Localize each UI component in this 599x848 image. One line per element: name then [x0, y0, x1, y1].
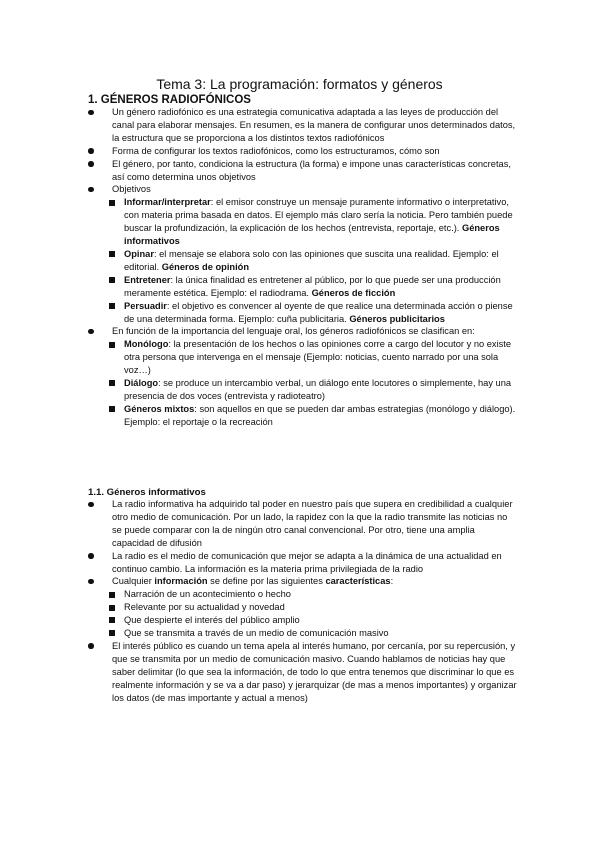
sub-list-item: [88, 248, 518, 274]
sub-item-text: : son aquellos en que se pueden dar ambas estrategias (monólogo y diálogo). Ejemplo: el reportaje o la recreación: [124, 403, 516, 427]
bold-term: características: [325, 576, 391, 587]
sub-list-item: [88, 377, 518, 403]
square-bullet-icon: [109, 406, 115, 412]
sub-list-item: [88, 627, 518, 640]
term: Diálogo: [124, 378, 159, 389]
sub-list-item: [88, 403, 518, 429]
square-bullet-icon: [109, 342, 115, 348]
sub-item-text: : el objetivo es convencer al oyente de que realice una determinada acción o piense de una determinada forma. Ejemplo: cuña publicitaria.: [124, 300, 513, 324]
term: Informar/interpretar: [124, 197, 211, 208]
section-heading-generos-informativos: 1.1. Géneros informativos: [88, 487, 206, 498]
paragraph-text: La radio es el medio de comunicación que mejor se adapta a la dinámica de una actualidad en continuo cambio. La información es la materia prima privilegiada de la radio: [112, 550, 502, 574]
genre-label: Géneros de ficción: [311, 287, 396, 298]
sub-item-text: Narración de un acontecimiento o hecho: [124, 589, 291, 600]
bullet-icon: [88, 110, 94, 116]
list-item: [88, 325, 518, 338]
paragraph-text: El género, por tanto, condiciona la estructura (la forma) e impone unas características concretas, así como determina unos objetivos: [112, 158, 511, 182]
bullet-icon: [88, 329, 94, 335]
genre-label: Géneros publicitarios: [349, 313, 445, 324]
sub-item-text: : la única finalidad es entretener al público, por lo que puede ser una producción meramente estética. Ejemplo: el radiodrama.: [124, 274, 501, 298]
term: Entretener: [124, 274, 171, 285]
text-segment: se define por las siguientes: [207, 576, 326, 587]
list-item: [88, 498, 518, 550]
bold-term: información: [154, 576, 208, 587]
square-bullet-icon: [109, 251, 115, 257]
genre-label: Géneros de opinión: [161, 261, 250, 272]
text-segment: Cualquier: [112, 576, 155, 587]
sub-item-text: Que se transmita a través de un medio de comunicación masivo: [124, 628, 389, 639]
paragraph-text: Forma de configurar los textos radiofónicos, como los estructuramos, cómo son: [112, 145, 440, 156]
bullet-icon: [88, 161, 94, 167]
sub-item-text: : la presentación de los hechos o las opiniones corre a cargo del locutor y no existe otra persona que intervenga en el mensaje (Ejemplo: noticias, cuento narrado por una sola voz…): [124, 339, 512, 376]
sub-list-item: [88, 300, 518, 326]
bullet-icon: [88, 148, 94, 154]
section-generos-informativos: [88, 498, 518, 705]
sub-item-text: : se produce un intercambio verbal, un diálogo ente locutores o simplemente, hay una presencia de dos voces (entrevista y radioteatro): [124, 378, 512, 401]
square-bullet-icon: [109, 605, 115, 611]
square-bullet-icon: [109, 303, 115, 309]
bullet-icon: [88, 643, 94, 649]
sub-item-text: : el emisor construye un mensaje puramente informativo o interpretativo, con materia prima basada en datos. El ejemplo más claro sería la noticia. Pero también puede buscar la profundización, la explicación de los hechos (entrevista, reportaje, etc.).: [124, 197, 513, 234]
sub-list-item: [88, 196, 518, 248]
bullet-icon: [88, 187, 94, 193]
sub-list-item: [88, 614, 518, 627]
sub-item-text: Relevante por su actualidad y novedad: [124, 602, 285, 613]
sub-list-item: [88, 338, 518, 377]
term: Géneros mixtos: [124, 403, 195, 414]
term: Monólogo: [124, 339, 169, 350]
sub-list-item: [88, 601, 518, 614]
bullet-icon: [88, 579, 94, 585]
sub-list-item: [88, 588, 518, 601]
list-item: [88, 575, 518, 588]
paragraph-text: La radio informativa ha adquirido tal poder en nuestro país que supera en credibilidad a cualquier otro medio de comunicación. Por un lado, la rapidez con la que la radio transmite las noticias no se puede comparar con la de ningún otro canal convencional. Por otro, tiene una amplia capacidad de difusión: [112, 499, 513, 548]
section-generos-radiofonicos: [88, 106, 518, 429]
list-item: [88, 640, 518, 705]
paragraph-text: Un género radiofónico es una estrategia comunicativa adaptada a las leyes de producción del canal para elaborar mensajes. En resumen, es la manera de configurar unos determinados datos, la estructura que se proporciona a los distintos textos radiofónicos: [112, 107, 516, 143]
list-item: [88, 183, 518, 196]
sub-item-text: : el mensaje se elabora solo con las opiniones que suscita una realidad. Ejemplo: el editorial.: [124, 248, 499, 272]
square-bullet-icon: [109, 380, 115, 386]
genre-label: Géneros informativos: [124, 223, 500, 247]
square-bullet-icon: [109, 277, 115, 283]
bullet-icon: [88, 502, 94, 508]
sub-item-text: Que despierte el interés del público amplio: [124, 615, 300, 626]
square-bullet-icon: [109, 630, 115, 636]
paragraph-text: El interés público es cuando un tema apela al interés humano, por cercanía, por su repercusión, y que se transmita por un medio de comunicación masivo. Cuando hablamos de noticias hay que saber delimitar (lo que sea la información, de todo lo que entra tenemos que discriminar lo que es realmente información y se va a dar paso) y jerarquizar (de mas a menos importantes) y organizar los datos (de mas importante y actual a menos): [112, 640, 517, 703]
section-heading-generos-radiofonicos: 1. GÉNEROS RADIOFÓNICOS: [88, 94, 251, 106]
term: Persuadir: [124, 300, 167, 311]
list-item: [88, 550, 518, 576]
paragraph-text: Objetivos: [112, 184, 151, 195]
document-title: Tema 3: La programación: formatos y géneros: [156, 76, 443, 92]
list-item: [88, 106, 518, 145]
term: Opinar: [124, 248, 154, 259]
square-bullet-icon: [109, 617, 115, 623]
square-bullet-icon: [109, 200, 115, 206]
sub-list-item: [88, 274, 518, 300]
text-segment: :: [390, 576, 394, 587]
square-bullet-icon: [109, 592, 115, 598]
list-item: [88, 145, 518, 158]
paragraph-text: En función de la importancia del lenguaje oral, los géneros radiofónicos se clasifican en:: [112, 326, 475, 337]
list-item: [88, 158, 518, 184]
bullet-icon: [88, 553, 94, 559]
